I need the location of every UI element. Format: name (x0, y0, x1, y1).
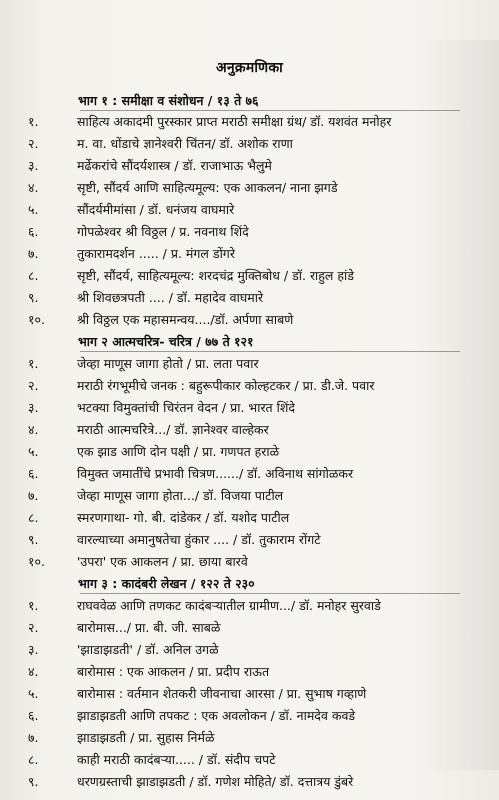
list-item (0, 355, 499, 377)
item-text: एक झाड आणि दोन पक्षी / प्रा. गणपत हराळे (77, 444, 280, 459)
list-item (0, 157, 499, 179)
page-title: अनुक्रमणिका (216, 60, 283, 76)
list-item (0, 553, 499, 575)
item-text: मर्ढेकरांचे सौंदर्यशास्त्र / डॉ. राजाभाऊ भैलुमे (77, 158, 272, 173)
item-text: बारोमास : एक आकलन / प्रा. प्रदीप राऊत (77, 664, 270, 679)
list-item (0, 113, 499, 135)
item-number: १०. (28, 312, 45, 327)
item-text: मराठी रंगभूमीचे जनक : बहुरूपीकार कोल्हटकर / प्रा. डी.जे. पवार (77, 378, 375, 393)
section-divider-3 (80, 593, 460, 594)
item-text: विमुक्त जमातींचे प्रभावी चित्रण....../ डॉ. अविनाथ सांगोळकर (77, 466, 354, 481)
list-item (0, 487, 499, 509)
item-text: धरणग्रस्ताची झाडाझडती / डॉ. गणेश मोहिते/ डॉ. दत्तात्रय डुंबरे (77, 774, 354, 789)
list-item (0, 597, 499, 619)
item-text: स्मरणगाथा- गो. बी. दांडेकर / डॉ. यशोद पाटील (77, 510, 290, 525)
item-number: ४. (28, 422, 39, 437)
list-item (0, 443, 499, 465)
item-number: ४. (28, 180, 39, 195)
item-number: ४. (28, 664, 39, 679)
item-number: २. (28, 136, 39, 151)
item-number: ७. (28, 730, 39, 745)
list-item (0, 135, 499, 157)
item-text: श्री विठ्ठल एक महासमन्वय..../डॉ. अर्पणा साबणे (77, 312, 294, 327)
list-item (0, 707, 499, 729)
item-number: २. (28, 378, 39, 393)
item-text: सृष्टी, सौंदर्य आणि साहित्यमूल्य: एक आकलन/ नाना झगडे (77, 180, 338, 195)
list-item (0, 267, 499, 289)
list-item (0, 619, 499, 641)
item-text: जेव्हा माणूस जागा होता.../ डॉ. विजया पाटील (77, 488, 284, 503)
item-number: ३. (28, 642, 39, 657)
list-item (0, 531, 499, 553)
item-number: २. (28, 620, 39, 635)
item-number: ८. (28, 510, 39, 525)
item-number: ८. (28, 268, 39, 283)
list-item (0, 421, 499, 443)
section-heading-2: भाग २ आत्मचरित्र- चरित्र / ७७ ते १२१ (78, 334, 254, 349)
section-heading-3: भाग ३ : कादंबरी लेखन / १२२ ते २३० (78, 576, 255, 591)
list-item (0, 751, 499, 773)
item-text: बारोमास : वर्तमान शेतकरी जीवनाचा आरसा / प्रा. सुभाष गव्हाणे (77, 686, 367, 701)
list-item (0, 201, 499, 223)
item-text: सृष्टी, सौंदर्य, साहित्यमूल्य: शरदचंद्र मुक्तिबोध / डॉ. राहुल हांडे (77, 268, 354, 283)
item-text: काही मराठी कादंबऱ्या..... / डॉ. संदीप चपटे (77, 752, 276, 767)
item-number: ६. (28, 708, 39, 723)
list-item (0, 773, 499, 795)
list-item (0, 179, 499, 201)
item-text: राघववेळ आणि तणकट कादंबऱ्यातील ग्रामीण.../ डॉ. मनोहर सुरवाडे (77, 598, 381, 613)
item-text: तुकारामदर्शन ..... / प्र. मंगल डोंगरे (77, 246, 235, 261)
list-item (0, 729, 499, 751)
item-number: १. (28, 114, 39, 129)
item-number: ३. (28, 400, 39, 415)
item-number: ९. (28, 532, 39, 547)
item-number: ५. (28, 444, 39, 459)
item-text: 'झाडाझडती' / डॉ. अनिल उगळे (77, 642, 219, 657)
item-number: १०. (28, 554, 45, 569)
list-item (0, 223, 499, 245)
item-text: भटक्या विमुक्तांची चिरंतन वेदन / प्रा. भारत शिंदे (77, 400, 296, 415)
item-text: साहित्य अकादमी पुरस्कार प्राप्त मराठी समीक्षा ग्रंथ/ डॉ. यशवंत मनोहर (77, 114, 392, 129)
item-text: बारोमास.../ प्रा. बी. जी. साबळे (77, 620, 221, 635)
item-number: १. (28, 356, 39, 371)
item-text: झाडाझडती आणि तपकट : एक अवलोकन / डॉ. नामदेव कवडे (77, 708, 356, 723)
list-item (0, 377, 499, 399)
list-item (0, 311, 499, 333)
item-text: झाडाझडती / प्रा. सुहास निर्मळे (77, 730, 215, 745)
list-item (0, 399, 499, 421)
item-text: श्री शिवछत्रपती .... / डॉ. महादेव वाघमारे (77, 290, 264, 305)
item-number: ७. (28, 488, 39, 503)
item-number: ५. (28, 686, 39, 701)
item-text: मराठी आत्मचरित्रे.../ डॉ. ज्ञानेश्वर वाल्हेकर (77, 422, 269, 437)
item-number: ३. (28, 158, 39, 173)
list-item (0, 245, 499, 267)
section-divider-1 (80, 110, 460, 111)
list-item (0, 663, 499, 685)
item-number: ९. (28, 290, 39, 305)
item-text: गोपळेश्वर श्री विठ्ठल / प्र. नवनाथ शिंदे (77, 224, 249, 239)
item-text: 'उपरा' एक आकलन / प्रा. छाया बारवे (77, 554, 248, 569)
item-number: ६. (28, 466, 39, 481)
item-number: १. (28, 598, 39, 613)
list-item (0, 289, 499, 311)
item-number: ९. (28, 774, 39, 789)
item-text: जेव्हा माणूस जागा होतो / प्रा. लता पवार (77, 356, 259, 371)
section-heading-1: भाग १ : समीक्षा व संशोधन / १३ ते ७६ (78, 93, 259, 108)
item-number: ५. (28, 202, 39, 217)
item-text: वारल्याच्या अमानुषतेचा हुंकार .... / डॉ. तुकाराम रोंगटे (77, 532, 321, 547)
item-number: ८. (28, 752, 39, 767)
item-number: ६. (28, 224, 39, 239)
item-text: सौंदर्यमीमांसा / डॉ. धनंजय वाघमारे (77, 202, 235, 217)
section-divider-2 (80, 351, 460, 352)
list-item (0, 509, 499, 531)
list-item (0, 641, 499, 663)
item-number: ७. (28, 246, 39, 261)
item-text: म. वा. धोंडाचे ज्ञानेश्वरी चिंतन/ डॉ. अशोक राणा (77, 136, 293, 151)
list-item (0, 465, 499, 487)
list-item (0, 685, 499, 707)
